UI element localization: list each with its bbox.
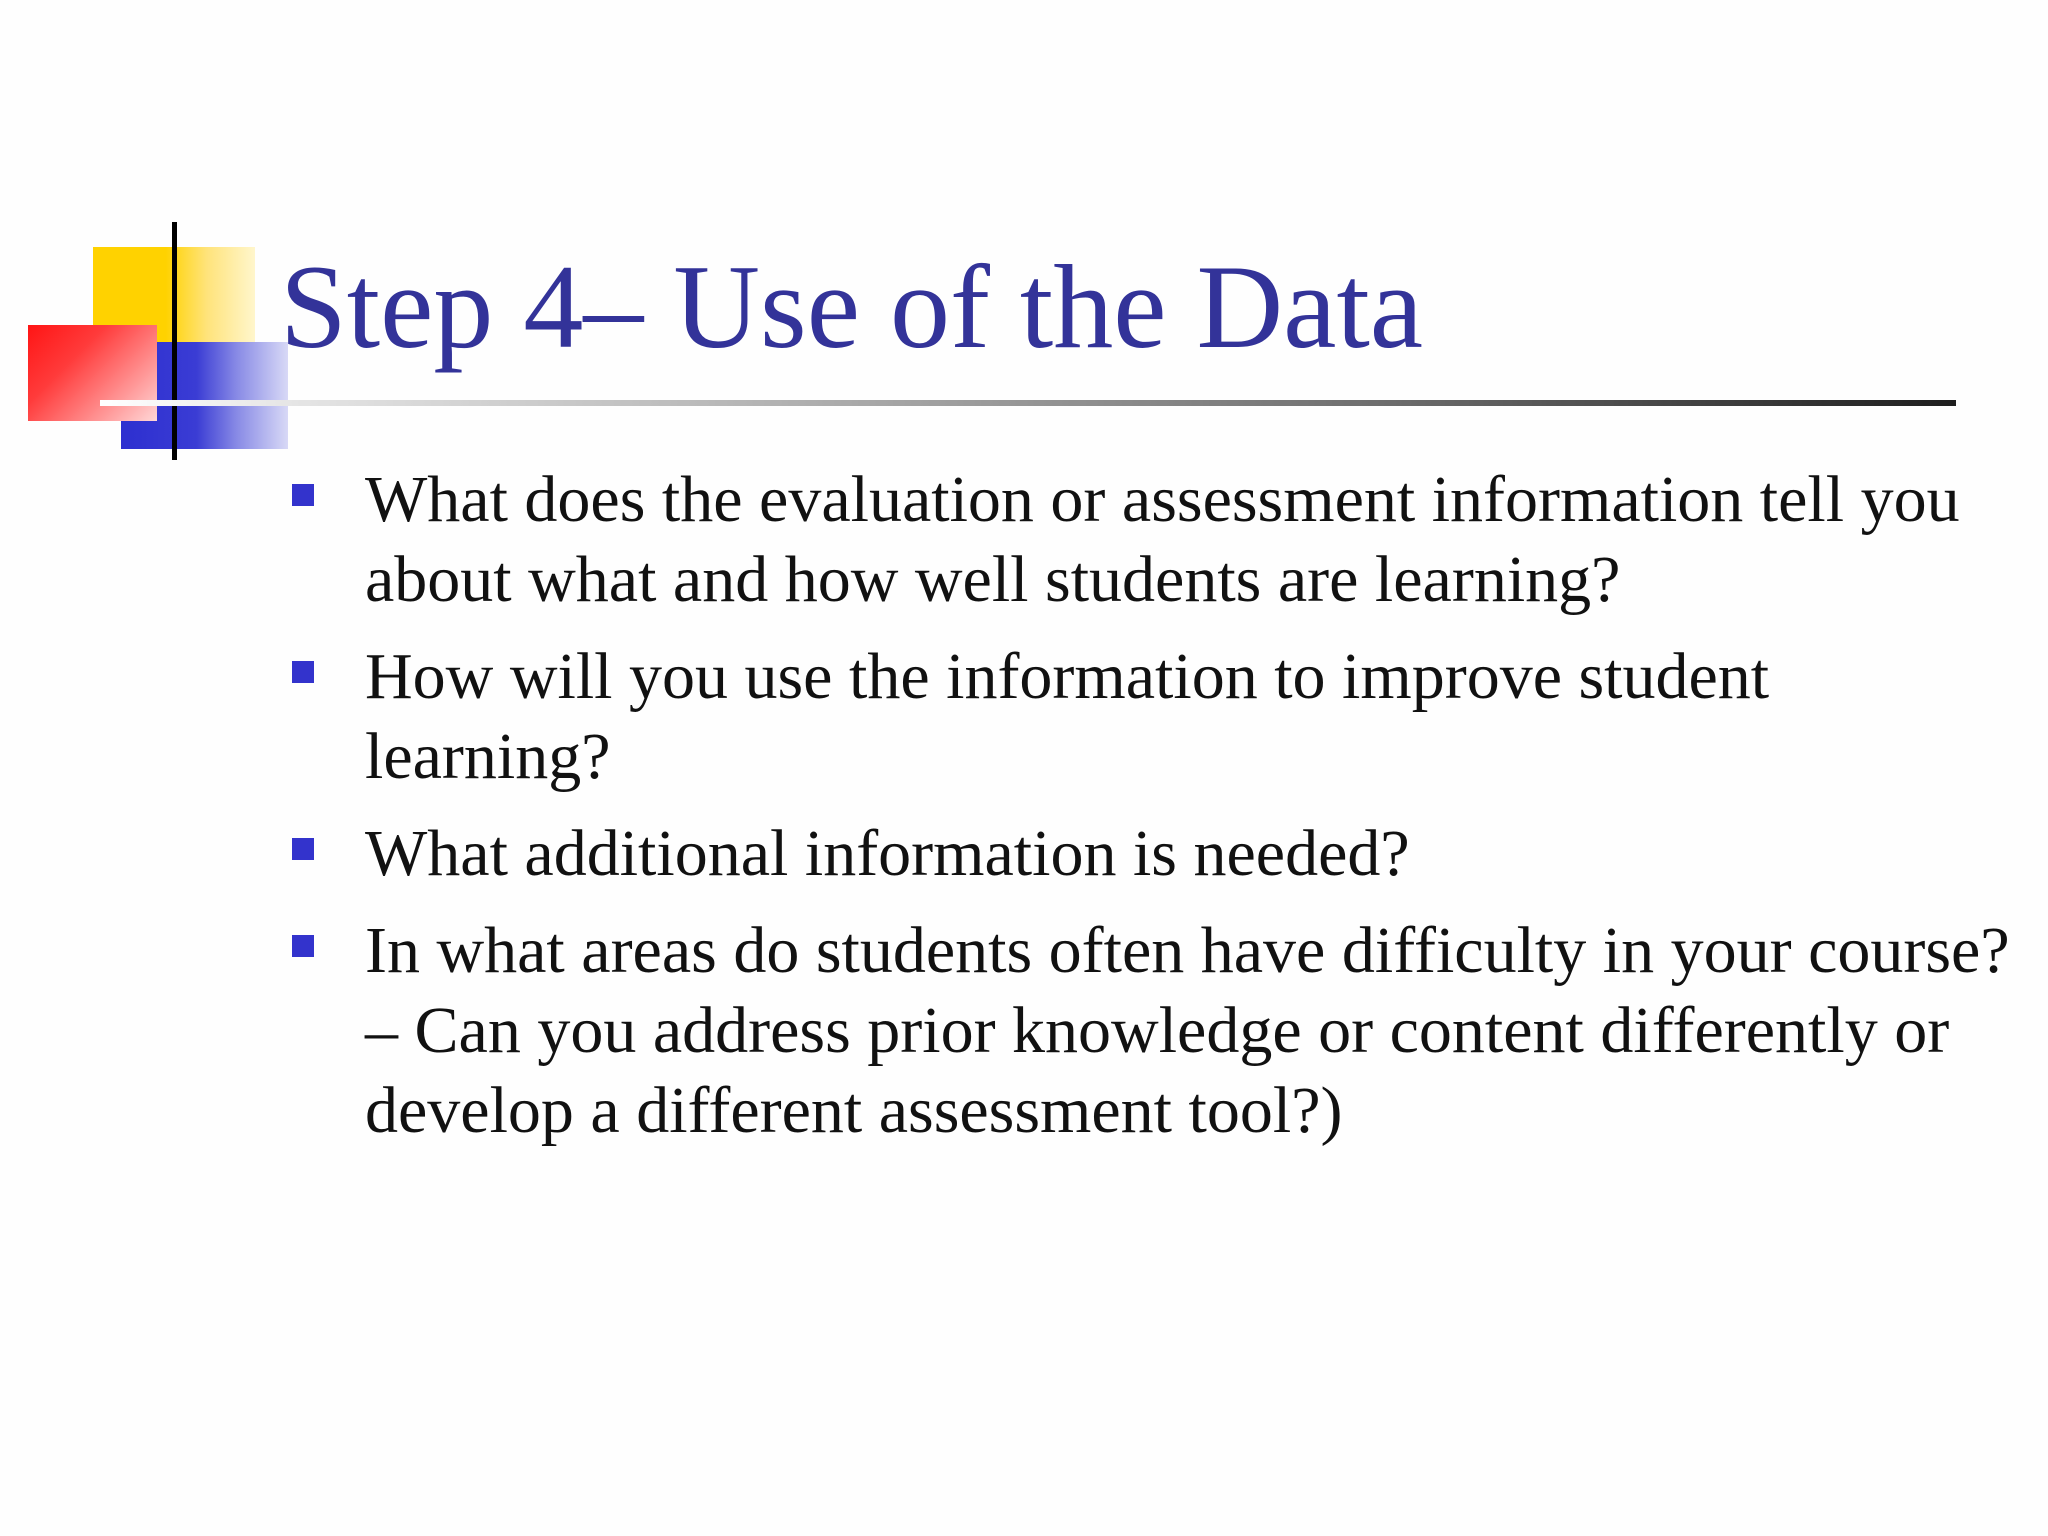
square-bullet-icon xyxy=(292,838,314,860)
bullet-text: What does the evaluation or assessment information tell you about what and how well students are learning? xyxy=(365,463,1960,616)
bullet-list xyxy=(290,460,2010,1168)
bullet-text: How will you use the information to improve student learning? xyxy=(365,640,1770,793)
bullet-item xyxy=(290,460,2010,620)
bullet-text: In what areas do students often have difficulty in your course? – Can you address prior knowledge or content differently or develop a different assessment tool?) xyxy=(365,914,2010,1147)
title-underline xyxy=(100,400,1956,406)
square-bullet-icon xyxy=(292,935,314,957)
slide-title: Step 4– Use of the Data xyxy=(280,240,1424,373)
bullet-item xyxy=(290,637,2010,797)
square-bullet-icon xyxy=(292,661,314,683)
bullet-item xyxy=(290,911,2010,1151)
red-square-icon xyxy=(28,325,157,421)
bullet-item xyxy=(290,814,2010,894)
square-bullet-icon xyxy=(292,484,314,506)
logo-vertical-line xyxy=(172,222,177,460)
bullet-text: What additional information is needed? xyxy=(365,817,1410,890)
